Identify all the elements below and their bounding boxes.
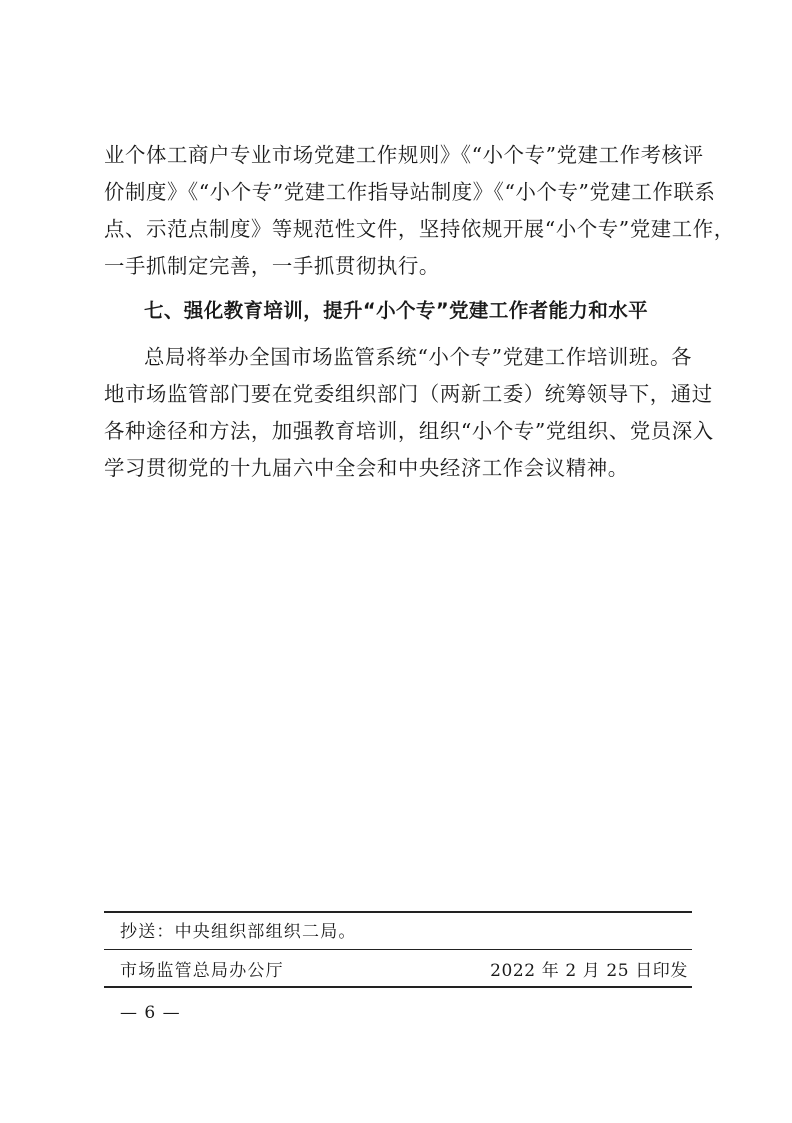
paragraph-line: 总局将举办全国市场监管系统“小个专”党建工作培训班。各 [144,345,692,369]
paragraph-continued [104,137,735,285]
issue-date: 2022 年 2 月 25 日印发 [490,961,688,981]
paragraph-line: 地市场监管部门要在党委组织部门（两新工委）统筹领导下，通过 [104,382,713,406]
paragraph-line: 价制度》《“小个专”党建工作指导站制度》《“小个专”党建工作联系 [104,180,716,204]
footer-middle-rule [104,949,692,950]
paragraph-line: 业个体工商户专业市场党建工作规则》《“小个专”党建工作考核评 [104,143,704,167]
footer-bottom-rule [104,986,692,988]
issuer-name: 市场监管总局办公厅 [120,961,284,981]
cc-line: 抄送：中央组织部组织二局。 [120,922,357,942]
paragraph-line: 点、示范点制度》等规范性文件，坚持依规开展“小个专”党建工作， [104,217,735,241]
page-number: — 6 — [120,1003,181,1023]
section-heading: 七、强化教育培训，提升“小个专”党建工作者能力和水平 [144,299,649,322]
paragraph-line: 学习贯彻党的十九届六中全会和中央经济工作会议精神。 [104,456,629,480]
paragraph-line: 一手抓制定完善，一手抓贯彻执行。 [104,254,440,278]
section-body [104,339,714,487]
footer-top-rule [104,911,692,913]
paragraph-line: 各种途径和方法，加强教育培训，组织“小个专”党组织、党员深入 [104,419,714,443]
